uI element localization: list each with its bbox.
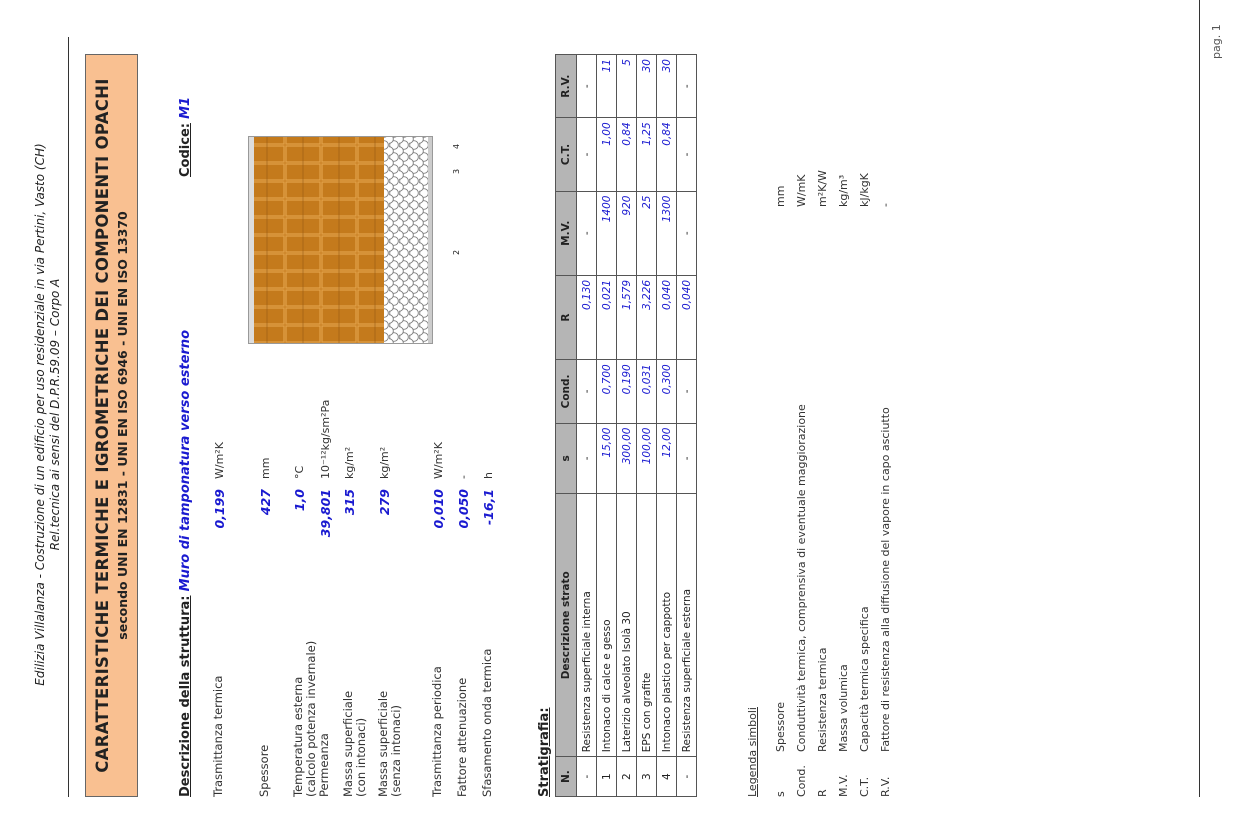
property-label: Spessore [257,744,271,797]
wall-section-svg [249,137,432,343]
table-cell: 1,579 [617,275,637,359]
subtitle: secondo UNI EN 12831 - UNI EN ISO 6946 - UNI EN ISO 13370 [115,211,130,640]
property-label: Fattore attenuazione [455,677,469,797]
table-cell: - [677,423,697,494]
legend-description: Fattore di resistenza alla diffusione del vapore in capo asciutto [879,407,892,752]
table-cell: 11 [597,55,617,118]
table-row [657,55,677,797]
column-header: C.T. [556,118,577,191]
table-cell: 3,226 [637,275,657,359]
table-cell: - [577,118,597,191]
legend-item [791,37,812,797]
table-row [617,55,637,797]
table-cell: 1,00 [597,118,617,191]
header-line-2: Rel.tecnica ai sensi del D.P.R.59.09 – Corpo A [48,278,62,551]
table-row [577,55,597,797]
table-cell: 30 [657,55,677,118]
property-unit: °C [293,465,306,479]
table-cell: 0,031 [637,360,657,423]
table-header-row [556,55,577,797]
main-title: CARATTERISTICHE TERMICHE E IGROMETRICHE DEI COMPONENTI OPACHI [93,78,112,773]
column-header: N. [556,757,577,797]
property-label: Massa superficiale (senza intonaci) [376,690,403,797]
table-cell: 5 [617,55,637,118]
table-cell: 0,700 [597,360,617,423]
table-cell: 0,040 [677,275,697,359]
column-header: R [556,275,577,359]
property-value: 1,0 [292,489,307,512]
property-unit: kg/m² [378,446,391,479]
table-cell: 0,84 [617,118,637,191]
property-label: Massa superficiale (con intonaci) [341,690,368,797]
legend-description: Massa volumica [837,664,850,752]
plaster-outer-layer [428,137,432,343]
diagram-label-3: 3 [452,168,461,174]
legend-item [875,37,896,797]
brick-layer [254,137,384,343]
top-rule [68,37,69,797]
property-row [212,277,242,797]
table-cell: - [677,118,697,191]
table-cell: 300,00 [617,423,637,494]
legend-description: Resistenza termica [816,647,829,752]
table-cell: - [577,191,597,275]
plaster-inner-layer [249,137,254,343]
table-cell: 100,00 [637,423,657,494]
legend-symbol: Cond. [795,765,808,797]
table-cell: Laterizio alveolato Isolà 30 [617,494,637,757]
property-value: -16,1 [481,489,496,526]
property-unit: 10⁻¹²kg/sm²Pa [319,399,332,479]
table-cell: - [577,360,597,423]
property-value: 0,199 [212,489,227,529]
legend-unit: mm [774,185,787,207]
table-cell: Intonaco di calce e gesso [597,494,617,757]
property-unit: W/m²K [213,442,226,479]
property-value: 315 [342,489,357,516]
table-cell: 3 [637,757,657,797]
property-row [481,277,511,797]
table-cell: 0,190 [617,360,637,423]
table-cell: - [577,423,597,494]
structure-label: Descrizione della struttura: [178,595,193,797]
table-cell: 0,040 [657,275,677,359]
table-cell: EPS con grafite [637,494,657,757]
property-unit: mm [259,457,272,479]
code-value: M1 [178,96,193,119]
legend-symbol: R.V. [879,776,892,797]
legend-unit: W/mK [795,174,808,207]
table-cell: 0,300 [657,360,677,423]
table-row [637,55,657,797]
table-cell: 1 [597,757,617,797]
table-cell: 920 [617,191,637,275]
property-value: 0,050 [456,489,471,529]
table-cell: 0,130 [577,275,597,359]
property-label: Trasmittanza termica [211,675,225,797]
table-cell: 1400 [597,191,617,275]
bottom-rule [1199,0,1200,797]
property-unit: h [482,472,495,479]
legend-description: Capacità termica specifica [858,606,871,752]
table-cell: 4 [657,757,677,797]
legend-item [833,37,854,797]
column-header: s [556,423,577,494]
structure-line [178,37,196,797]
legend-unit: kg/m³ [837,174,850,207]
wall-section-diagram [248,136,433,344]
property-label: Trasmittanza periodica [430,666,444,797]
table-cell: Resistenza superficiale esterna [677,494,697,757]
property-label: Sfasamento onda termica [480,648,494,797]
property-value: 0,010 [431,489,446,529]
legend-description: Spessore [774,702,787,752]
table-cell: - [577,757,597,797]
table-cell: 1,25 [637,118,657,191]
code-label: Codice: [178,123,193,177]
table-cell: - [677,191,697,275]
table-cell: 15,00 [597,423,617,494]
legend-symbol: C.T. [858,776,871,797]
column-header: Descrizione strato [556,494,577,757]
property-value: 427 [258,489,273,516]
legend-description: Conduttività termica, comprensiva di eventuale maggiorazione [795,404,808,752]
table-row [597,55,617,797]
legend-symbol: s [774,791,787,797]
table-cell: 2 [617,757,637,797]
diagram-label-4: 4 [452,143,461,149]
legend-item [812,37,833,797]
table-cell: 25 [637,191,657,275]
column-header: M.V. [556,191,577,275]
table-cell: 0,84 [657,118,677,191]
property-value: 279 [377,489,392,516]
legend-symbol: M.V. [837,774,850,797]
property-row [258,277,288,797]
property-value: 39,801 [318,489,333,538]
table-cell: Resistenza superficiale interna [577,494,597,757]
property-row [342,277,372,797]
column-header: R.V. [556,55,577,118]
table-cell: - [577,55,597,118]
table-cell: - [677,360,697,423]
table-cell: 12,00 [657,423,677,494]
table-row [677,55,697,797]
legend-symbol: R [816,789,829,797]
structure-value: Muro di tamponatura verso esterno [178,329,193,592]
insulation-layer [384,137,428,343]
property-unit: kg/m² [343,446,356,479]
legend-unit: - [879,203,892,207]
title-box [85,54,138,797]
stratigrafia-title: Stratigrafia: [537,707,552,797]
table-cell: 1300 [657,191,677,275]
table-cell: - [677,757,697,797]
property-unit: W/m²K [432,442,445,479]
page-number: pag. 1 [1210,24,1223,59]
table-cell: 30 [637,55,657,118]
property-label: Temperatura esterna (calcolo potenza invernale) [291,640,318,797]
property-row [377,277,407,797]
legend-unit: m²K/W [816,170,829,207]
table-cell: - [677,55,697,118]
column-header: Cond. [556,360,577,423]
property-unit: - [457,475,470,479]
legend-item [770,37,791,797]
table-cell: Intonaco plastico per cappotto [657,494,677,757]
table-cell: 0,021 [597,275,617,359]
legend-item [854,37,875,797]
header-line-1: Edilizia Villalanza - Costruzione di un edificio per uso residenziale in via Pertini, Vasto (CH) [33,143,47,686]
property-label: Permeanza [317,733,331,797]
stratigrafia-table [555,54,697,797]
diagram-label-2: 2 [452,249,461,255]
legend-title: Legenda simboli [746,707,759,797]
legend-unit: kJ/kgK [858,173,871,207]
